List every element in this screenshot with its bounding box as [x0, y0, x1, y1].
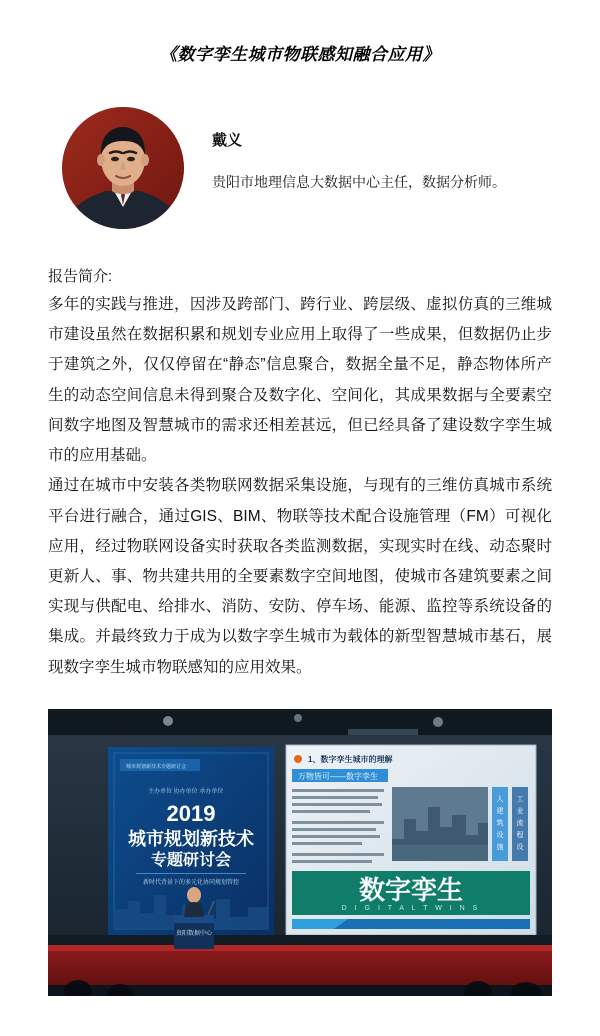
svg-text:主办单位 协办单位 承办单位: 主办单位 协办单位 承办单位: [148, 788, 224, 795]
svg-text:流: 流: [516, 819, 524, 827]
intro-paragraph: 多年的实践与推进，因涉及跨部门、跨行业、跨层级、虚拟仿真的三维城市建设虽然在数据积累和规划专业应用上取得了一些成果，但数据仍止步于建筑之外，仅仅停留在“静态”信息聚合，数据全量不足，静态物体所产生的动态空间信息未得到聚合及数字化、空间化，其成果数据与全要素空间数字地图及智慧城市的需求还相差甚远，但已经具备了建设数字孪生城市的应用基础。: [48, 296, 552, 465]
svg-text:新时代背景下的多元化协同规划管控: 新时代背景下的多元化协同规划管控: [142, 879, 240, 886]
speaker-role: 贵阳市地理信息大数据中心主任，数据分析师。: [212, 174, 506, 190]
conference-stage-photo-icon: [48, 709, 552, 996]
svg-text:D I G I T A L T W I N S: D I G I T A L T W I N S: [341, 904, 481, 912]
svg-text:贵阳数据中心: 贵阳数据中心: [175, 930, 213, 937]
svg-text:城市规划新技术专题研讨会: 城市规划新技术专题研讨会: [126, 763, 187, 770]
svg-text:业: 业: [516, 807, 524, 815]
svg-text:万物皆可——数字孪生: 万物皆可——数字孪生: [298, 771, 378, 781]
avatar: [62, 107, 184, 229]
svg-text:施: 施: [496, 843, 504, 851]
svg-text:2019: 2019: [166, 800, 216, 826]
speaker-block: [62, 107, 552, 229]
speaker-text: [212, 107, 552, 195]
intro-label: 报告简介:: [48, 268, 113, 285]
svg-text:1、数字孪生城市的理解: 1、数字孪生城市的理解: [308, 754, 393, 764]
svg-text:专题研讨会: 专题研讨会: [150, 851, 232, 869]
svg-text:城市规划新技术: 城市规划新技术: [128, 828, 254, 849]
speaker-portrait-photo-icon: [62, 107, 184, 229]
speaker-name: 戴义: [212, 132, 243, 149]
svg-text:设: 设: [496, 831, 504, 839]
svg-text:工: 工: [516, 795, 524, 803]
svg-text:程: 程: [516, 831, 524, 839]
svg-text:数字孪生: 数字孪生: [358, 874, 464, 905]
conference-stage-photo: [48, 709, 552, 996]
intro-body: [48, 290, 552, 683]
svg-text:设: 设: [516, 843, 524, 851]
svg-text:建: 建: [496, 807, 504, 815]
intro-paragraph: 通过在城市中安装各类物联网数据采集设施，与现有的三维仿真城市系统平台进行融合，通过GIS、BIM、物联等技术配合设施管理（FM）可视化应用，经过物联网设备实时获取各类监测数据，实现实时在线、动态聚时更新人、事、物共建共用的全要素数字空间地图，使城市各建筑要素之间实现与供配电、给排水、消防、安防、停车场、能源、监控等系统设备的集成。并最终致力于成为以数字孪生城市为载体的新型智慧城市基石，展现数字孪生城市物联感知的应用效果。: [48, 477, 552, 676]
svg-text:筑: 筑: [496, 819, 504, 827]
page-title: 《数字孪生城市物联感知融合应用》: [160, 45, 440, 64]
svg-text:人: 人: [496, 795, 504, 803]
